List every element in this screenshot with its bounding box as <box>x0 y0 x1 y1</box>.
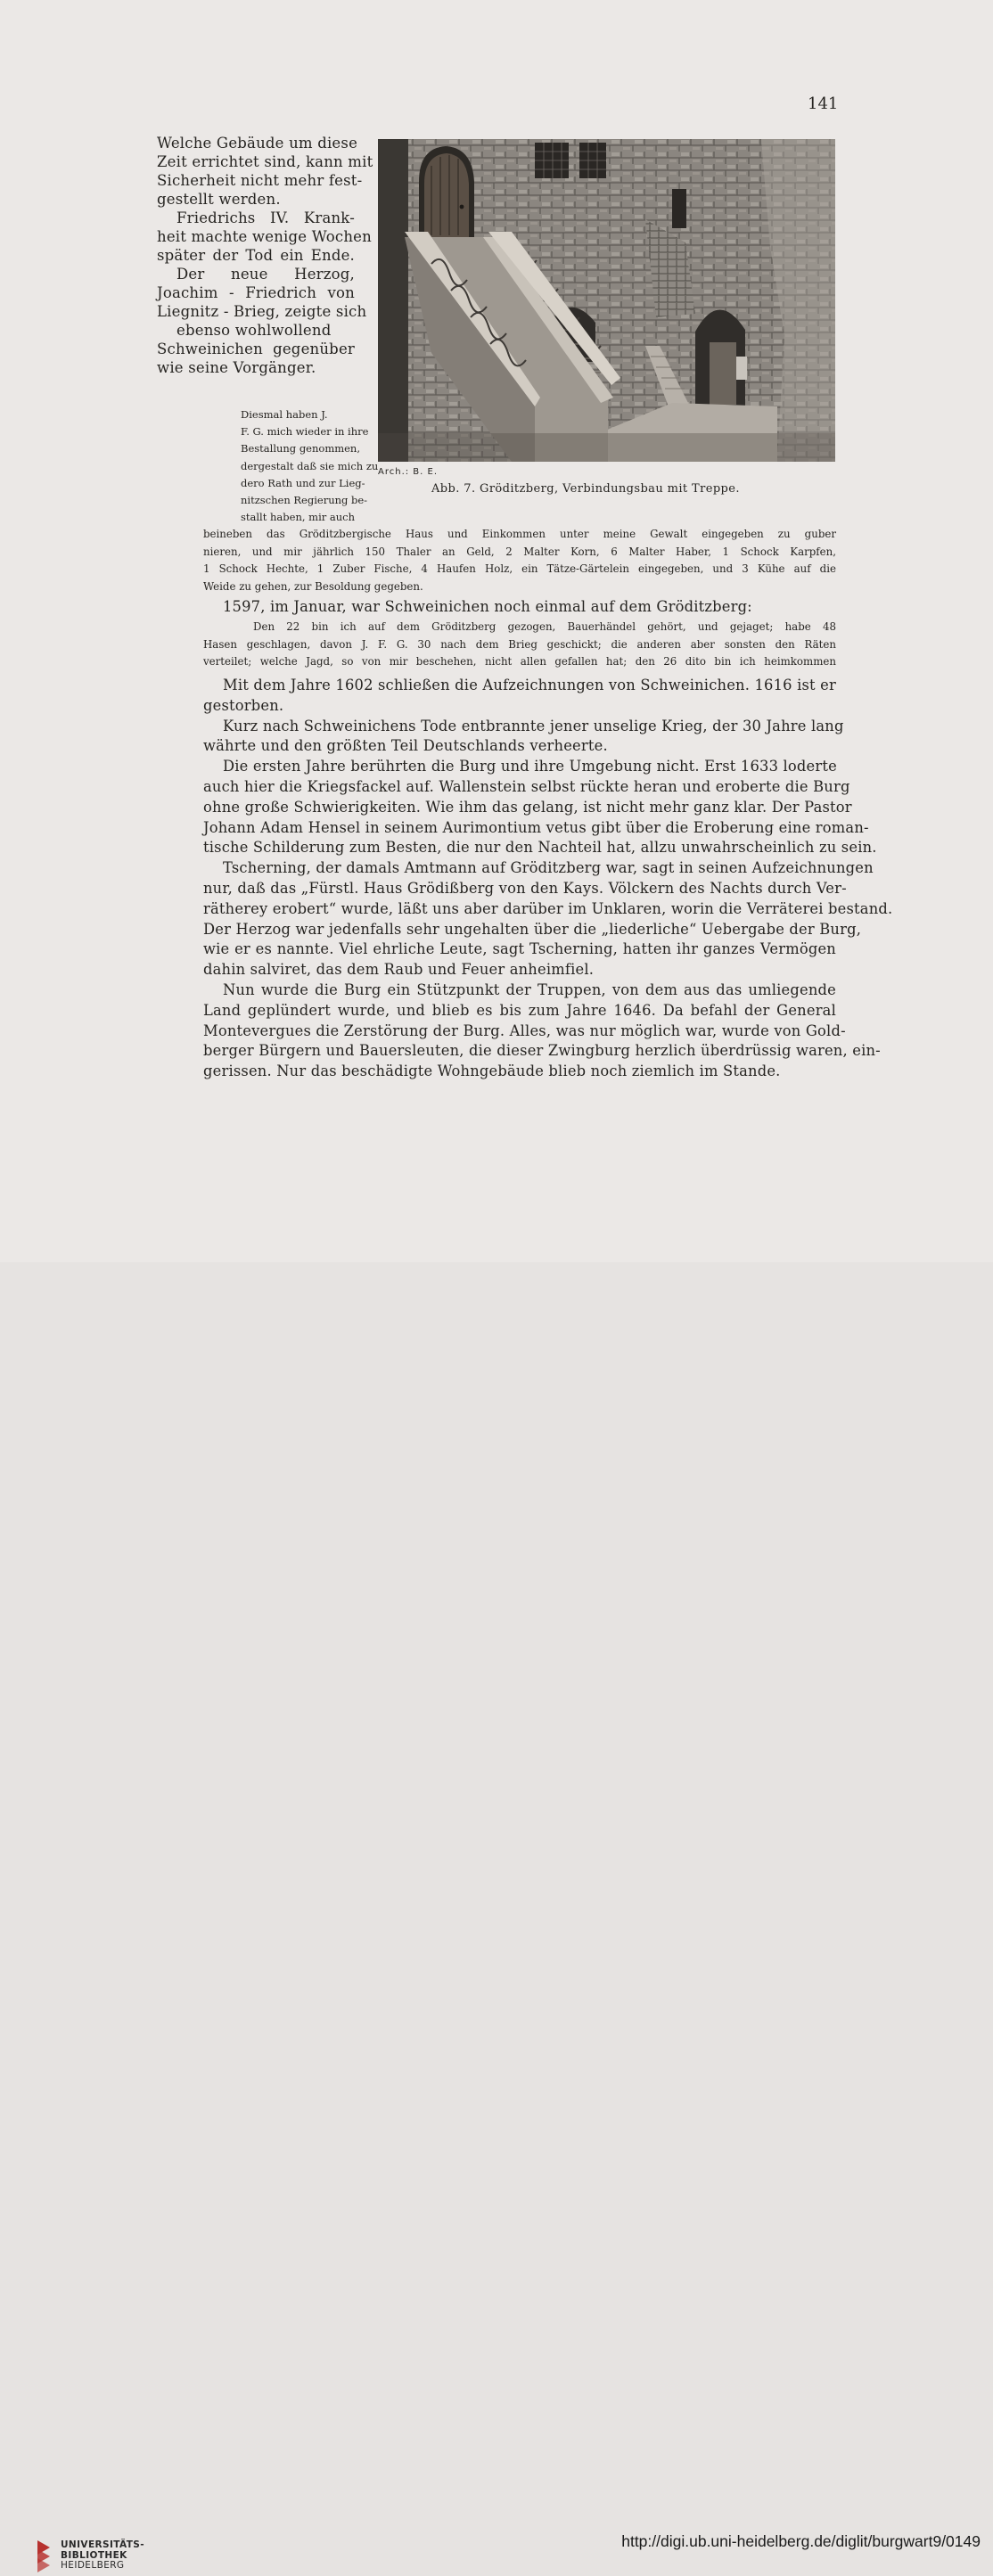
sidebar-text-line: später der Tod ein Ende. <box>157 247 355 264</box>
photo-credit: Arch.: B. E. <box>378 467 439 477</box>
body-text-line: Tscherning, der damals Amtmann auf Gröditzberg war, sagt in seinen Aufzeichnungen <box>223 859 874 877</box>
body-text-line: Land geplündert wurde, und blieb es bis zum Jahre 1646. Da befahl der General <box>203 1001 836 1019</box>
sidebar-text-line: Zeit errichtet sind, kann mit <box>157 153 373 170</box>
small-quote-line: F. G. mich wieder in ihre <box>241 425 369 439</box>
source-url-link[interactable]: http://digi.ub.uni-heidelberg.de/diglit/burgwart9/0149 <box>621 2532 981 2550</box>
quote-line: Den 22 bin ich auf dem Gröditzberg gezogen, Bauerhändel gehört, und gejaget; habe 48 <box>253 620 836 633</box>
body-text-line: Kurz nach Schweinichens Tode entbrannte jener unselige Krieg, der 30 Jahre lang <box>223 717 844 734</box>
sidebar-text-column <box>157 134 373 377</box>
figure-caption: Abb. 7. Gröditzberg, Verbindungsbau mit Treppe. <box>431 482 740 496</box>
body-text-line: ohne große Schwierigkeiten. Wie ihm das gelang, ist nicht mehr ganz klar. Der Pastor <box>203 798 852 816</box>
sidebar-text-line: Der neue Herzog, <box>176 266 355 283</box>
sidebar-text-line: heit machte wenige Wochen <box>157 228 372 245</box>
paragraph-1597-line: 1597, im Januar, war Schweinichen noch einmal auf dem Gröditzberg: <box>223 598 752 615</box>
sidebar-text-line: Liegnitz - Brieg, zeigte sich <box>157 303 367 320</box>
body-text-line: Johann Adam Hensel in seinem Aurimontium vetus gibt über die Eroberung eine roman- <box>203 818 869 836</box>
logo-line-3: HEIDELBERG <box>61 2560 125 2571</box>
sidebar-text-line: Joachim - Friedrich von <box>157 284 355 301</box>
quote-line: beineben das Gröditzbergische Haus und Einkommen unter meine Gewalt eingegeben zu guber <box>203 528 836 540</box>
castle-staircase-photo <box>378 139 835 462</box>
body-text-line: gestorben. <box>203 696 284 714</box>
quote-block-jagd <box>203 619 836 671</box>
paragraph-1597 <box>203 597 836 618</box>
sidebar-text-line: ebenso wohlwollend <box>176 322 332 339</box>
quote-line: Weide zu gehen, zur Besoldung gegeben. <box>203 579 423 593</box>
photo-figure <box>378 139 835 462</box>
body-text-line: wie er es nannte. Viel ehrliche Leute, sagt Tscherning, hatten ihr ganzes Vermögen <box>203 940 836 958</box>
sidebar-text-line: wie seine Vorgänger. <box>157 359 316 376</box>
small-quote-line: dergestalt daß sie mich zu <box>241 459 379 472</box>
quote-line: verteilet; welche Jagd, so von mir beschehen, nicht allen gefallen hat; den 26 dito bin ich heimkommen <box>203 655 836 669</box>
main-body-text <box>203 676 893 1082</box>
quote-line: Hasen geschlagen, davon J. F. G. 30 nach dem Brieg geschickt; die anderen aber sonsten den Räten <box>203 637 836 651</box>
body-text-line: Mit dem Jahre 1602 schließen die Aufzeichnungen von Schweinichen. 1616 ist er <box>223 677 836 693</box>
body-text-line: nur, daß das „Fürstl. Haus Grödißberg von den Kays. Völckern des Nachts durch Ver- <box>203 879 847 897</box>
library-logo-text <box>61 2540 144 2572</box>
body-text-line: Montevergues die Zerstörung der Burg. Alles, was nur möglich war, wurde von Gold- <box>203 1021 846 1039</box>
small-quote-line: dero Rath und zur Lieg- <box>241 476 365 489</box>
small-quote-line: Bestallung genommen, <box>241 442 360 455</box>
small-quote-line: nitzschen Regierung be- <box>241 494 368 507</box>
footer-bar <box>0 1262 993 2571</box>
body-text-line: dahin salviret, das dem Raub und Feuer anheimfiel. <box>203 961 595 979</box>
body-text-line: tische Schilderung zum Besten, die nur den Nachteil hat, allzu unwahrscheinlich zu sein. <box>203 839 877 857</box>
small-quote-line: stallt haben, mir auch <box>241 511 356 524</box>
sidebar-text-line: gestellt werden. <box>157 191 281 208</box>
body-text-line: berger Bürgern und Bauersleuten, die dieser Zwingburg herzlich überdrüssig waren, ein- <box>203 1042 881 1060</box>
body-text-line: auch hier die Kriegsfackel auf. Wallenstein selbst rückte heran und eroberte die Burg <box>203 777 850 795</box>
sidebar-text-line: Sicherheit nicht mehr fest- <box>157 172 363 189</box>
small-quote-line: Diesmal haben J. <box>241 408 328 421</box>
document-page <box>0 0 993 1262</box>
quote-block-bestallung <box>203 526 836 595</box>
body-text-line: rätherey erobert“ wurde, läßt uns aber darüber im Unklaren, worin die Verräterei bestand. <box>203 899 893 917</box>
university-logo-icon <box>34 2539 53 2576</box>
small-quote-column <box>241 406 379 526</box>
logo-line-2: BIBLIOTHEK <box>61 2549 127 2561</box>
body-text-line: Nun wurde die Burg ein Stützpunkt der Truppen, von dem aus das umliegende <box>223 980 836 998</box>
body-text-line: gerissen. Nur das beschädigte Wohngebäude blieb noch ziemlich im Stande. <box>203 1062 781 1080</box>
quote-line: nieren, und mir jährlich 150 Thaler an Geld, 2 Malter Korn, 6 Malter Haber, 1 Schock Karpfen, <box>203 545 836 558</box>
sidebar-text-line: Schweinichen gegenüber <box>157 340 355 357</box>
logo-line-1: UNIVERSITÄTS- <box>61 2539 145 2550</box>
body-text-line: Die ersten Jahre berührten die Burg und ihre Umgebung nicht. Erst 1633 loderte <box>223 758 837 775</box>
body-text-line: währte und den größten Teil Deutschlands verheerte. <box>203 737 608 755</box>
sidebar-text-line: Friedrichs IV. Krank- <box>176 209 355 226</box>
page-number: 141 <box>808 94 839 113</box>
sidebar-text-line: Welche Gebäude um diese <box>157 135 358 152</box>
body-text-line: Der Herzog war jedenfalls sehr ungehalten über die „liederliche“ Uebergabe der Burg, <box>203 920 862 938</box>
quote-line: 1 Schock Hechte, 1 Zuber Fische, 4 Haufen Holz, ein Tätze-Gärtelein eingegeben, und 3 Kühe auf die <box>203 562 836 576</box>
